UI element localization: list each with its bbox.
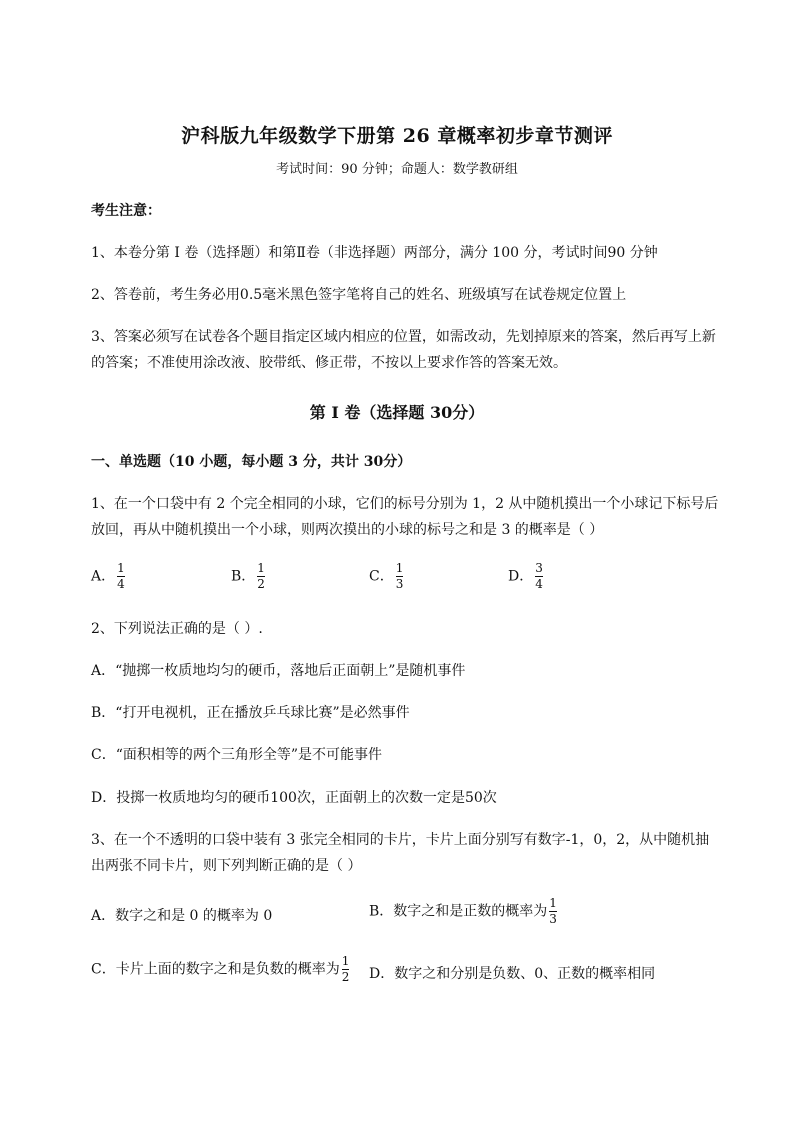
q1-option-b bbox=[231, 562, 265, 591]
q2-option-b: B．“打开电视机，正在播放乒乓球比赛”是必然事件 bbox=[91, 705, 410, 721]
fraction bbox=[117, 562, 125, 591]
fraction bbox=[257, 562, 265, 591]
page-title: 沪科版九年级数学下册第 26 章概率初步章节测评 bbox=[181, 125, 613, 147]
notice-item: 的答案；不准使用涂改液、胶带纸、修正带，不按以上要求作答的答案无效。 bbox=[91, 355, 567, 371]
denominator: 3 bbox=[549, 912, 557, 926]
notice-item: 1、本卷分第 I 卷（选择题）和第Ⅱ卷（非选择题）两部分，满分 100 分，考试时间90 分钟 bbox=[91, 245, 658, 261]
q1-option-a bbox=[91, 562, 125, 591]
q3-option-d: D．数字之和分别是负数、0、正数的概率相同 bbox=[369, 966, 656, 982]
q2-option-d: D．投掷一枚质地均匀的硬币100次，正面朝上的次数一定是50次 bbox=[91, 790, 497, 806]
numerator: 1 bbox=[257, 561, 265, 575]
option-label: D． bbox=[508, 568, 534, 585]
notice-item: 3、答案必须写在试卷各个题目指定区域内相应的位置，如需改动，先划掉原来的答案，然后再写上新 bbox=[91, 329, 716, 345]
option-label: A． bbox=[91, 568, 116, 585]
q2-option-a: A．“抛掷一枚质地均匀的硬币，落地后正面朝上”是随机事件 bbox=[91, 663, 466, 679]
question-1-stem: 放回，再从中随机摸出一个小球，则两次摸出的小球的标号之和是 3 的概率是（ ） bbox=[91, 522, 604, 538]
part-heading: 一、单选题（10 小题，每小题 3 分，共计 30分） bbox=[91, 454, 412, 470]
fraction bbox=[396, 562, 404, 591]
section-title: 第 I 卷（选择题 30分） bbox=[309, 403, 485, 422]
q3-option-c bbox=[91, 955, 349, 984]
numerator: 1 bbox=[117, 561, 125, 575]
numerator: 1 bbox=[341, 954, 350, 968]
option-text: B．数字之和是正数的概率为 bbox=[369, 903, 548, 920]
q2-option-c: C．“面积相等的两个三角形全等”是不可能事件 bbox=[91, 747, 383, 763]
notice-heading: 考生注意： bbox=[91, 203, 161, 219]
q3-option-a: A．数字之和是 0 的概率为 0 bbox=[91, 908, 273, 924]
q1-option-d bbox=[508, 562, 543, 591]
denominator: 2 bbox=[257, 577, 265, 591]
numerator: 1 bbox=[395, 561, 404, 575]
exam-info: 考试时间：90 分钟；命题人：数学教研组 bbox=[276, 162, 518, 177]
fraction bbox=[535, 562, 543, 591]
numerator: 3 bbox=[535, 561, 543, 575]
denominator: 4 bbox=[117, 577, 125, 591]
denominator: 3 bbox=[395, 577, 404, 591]
option-label: B． bbox=[231, 568, 256, 585]
question-3-stem: 3、在一个不透明的口袋中装有 3 张完全相同的卡片，卡片上面分别写有数字-1，0，2，从中随机抽 bbox=[91, 832, 710, 848]
fraction bbox=[342, 955, 350, 984]
question-2-stem: 2、下列说法正确的是（ ）. bbox=[91, 621, 263, 637]
option-label: C． bbox=[369, 568, 394, 585]
option-text: C．卡片上面的数字之和是负数的概率为 bbox=[91, 961, 340, 978]
fraction bbox=[549, 897, 557, 926]
q1-option-c bbox=[369, 562, 403, 591]
notice-item: 2、答卷前，考生务必用0.5毫米黑色签字笔将自己的姓名、班级填写在试卷规定位置上 bbox=[91, 287, 627, 303]
numerator: 1 bbox=[549, 896, 557, 910]
question-1-stem: 1、在一个口袋中有 2 个完全相同的小球，它们的标号分别为 1，2 从中随机摸出一个小球记下标号后 bbox=[91, 496, 719, 512]
q3-option-b bbox=[369, 897, 557, 926]
question-3-stem: 出两张不同卡片，则下列判断正确的是（ ） bbox=[91, 858, 362, 874]
denominator: 2 bbox=[341, 970, 350, 984]
denominator: 4 bbox=[535, 577, 543, 591]
